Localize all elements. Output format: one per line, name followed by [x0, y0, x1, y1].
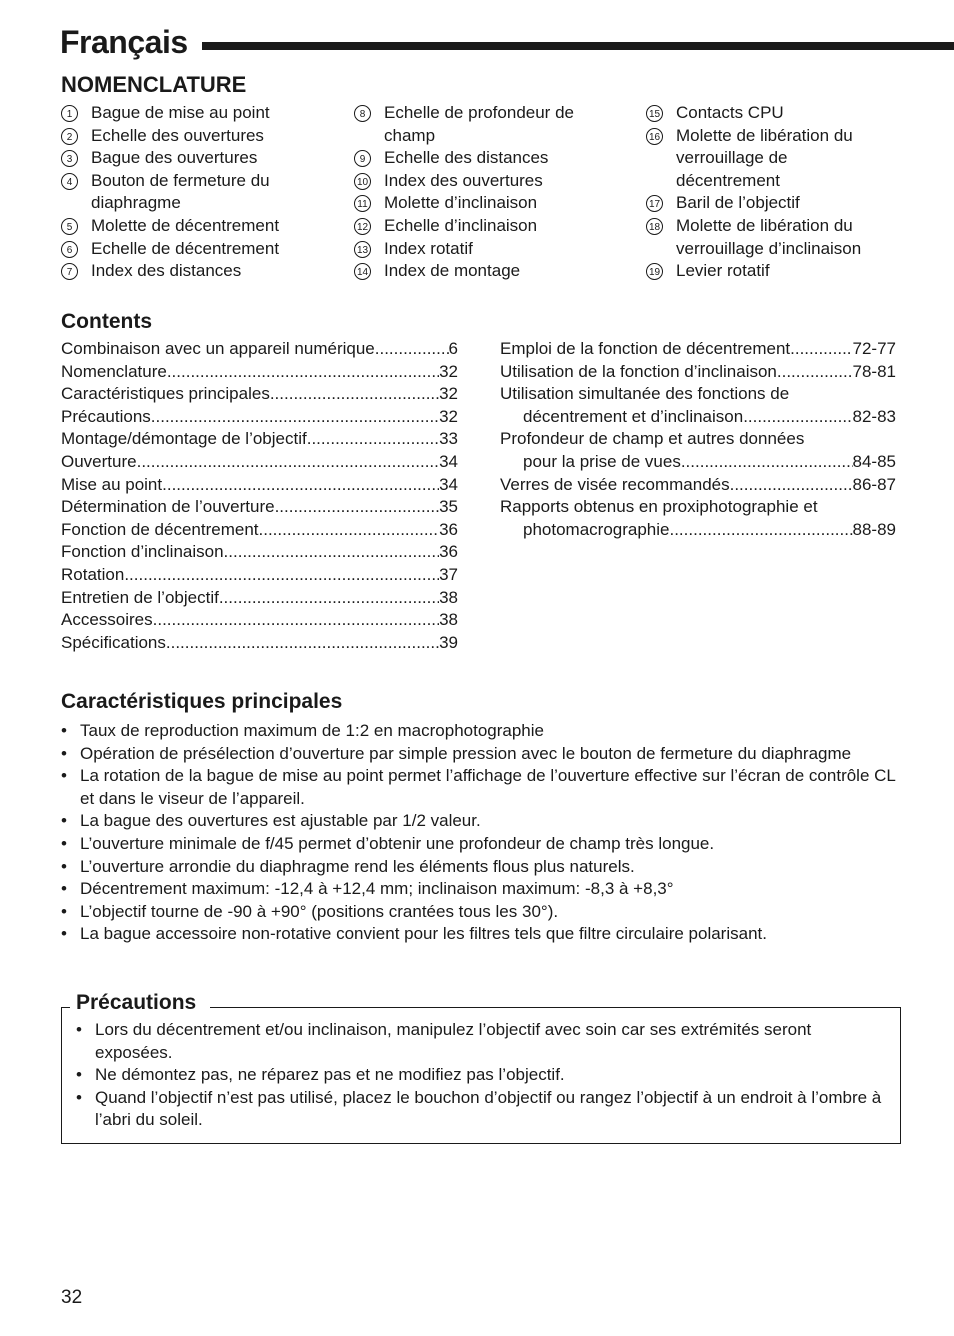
toc-entry-line: Utilisation simultanée des fonctions de — [500, 384, 790, 404]
toc-entry — [500, 361, 896, 384]
toc-dot-leader — [166, 632, 439, 655]
item-label — [91, 170, 270, 215]
item-label-line: Index des ouvertures — [384, 170, 543, 190]
toc-entry — [61, 587, 458, 610]
nomenclature-item — [354, 260, 624, 283]
item-label — [384, 192, 537, 215]
toc-entry-page: 6 — [448, 339, 458, 358]
bullet-item: • L’objectif tourne de -90 à +90° (positions crantées tous les 30°). — [61, 901, 901, 924]
nomenclature-item — [61, 102, 331, 125]
item-number: 17 — [646, 195, 663, 212]
toc-entry — [61, 451, 458, 474]
toc-dot-leader — [743, 406, 852, 429]
toc-entry-title: photomacrographie — [523, 519, 670, 539]
toc-entry — [61, 474, 458, 497]
item-label — [91, 102, 270, 125]
toc-entry-title: Montage/démontage de l’objectif — [61, 429, 307, 449]
item-number: 18 — [646, 218, 663, 235]
toc-entry-line: Rapports obtenus en proxiphotographie et — [500, 497, 818, 517]
toc-entry-page: 72-77 — [852, 339, 896, 358]
item-label-line: Levier rotatif — [676, 261, 770, 281]
toc-entry-page: 38 — [439, 587, 458, 607]
item-label-line: Index rotatif — [384, 238, 473, 258]
toc-entry-title: Utilisation de la fonction d’inclinaison — [500, 361, 777, 381]
item-label — [384, 147, 548, 170]
bullet-item: • L’ouverture minimale de f/45 permet d’obtenir une profondeur de champ très longue. — [61, 833, 901, 856]
toc-entry-page: 86-87 — [852, 474, 896, 494]
toc-entry — [61, 428, 458, 451]
toc-entry-page: 82-83 — [852, 406, 896, 426]
toc-entry-title: Précautions — [61, 406, 151, 426]
item-label-line: Molette de libération du — [676, 215, 853, 235]
toc-entry-title: Caractéristiques principales — [61, 384, 270, 404]
toc-entry-title: Spécifications — [61, 632, 166, 652]
toc-entry-page: 32 — [439, 406, 458, 426]
nomenclature-heading: NOMENCLATURE — [61, 72, 247, 97]
item-label — [384, 215, 537, 238]
page-title: Français — [60, 24, 188, 60]
toc-entry — [500, 519, 896, 542]
toc-entry — [61, 496, 458, 519]
toc-entry-page: 78-81 — [852, 361, 896, 381]
toc-dot-leader — [790, 338, 852, 361]
toc-entry-title: Combinaison avec un appareil numérique — [61, 339, 375, 358]
item-number: 4 — [61, 173, 78, 190]
item-number: 11 — [354, 195, 371, 212]
item-number: 5 — [61, 218, 78, 235]
toc-entry-page: 39 — [439, 632, 458, 652]
nomenclature-column-3 — [646, 102, 906, 283]
toc-entry-title: Mise au point — [61, 474, 163, 494]
item-number: 1 — [61, 105, 78, 122]
toc-entry-page: 88-89 — [852, 519, 896, 539]
nomenclature-item — [354, 192, 624, 215]
bullet-item: • L’ouverture arrondie du diaphragme rend les éléments flous plus naturels. — [61, 856, 901, 879]
bullet-item: • Opération de présélection d’ouverture par simple pression avec le bouton de fermeture du diaphragme — [61, 743, 901, 766]
toc-entry — [61, 383, 458, 406]
item-label-line: Baril de l’objectif — [676, 193, 800, 213]
toc-entry-page: 36 — [439, 519, 458, 539]
page-number: 32 — [61, 1287, 83, 1308]
item-label-line: Echelle des distances — [384, 148, 549, 168]
nomenclature-item — [646, 125, 906, 193]
item-number: 2 — [61, 128, 78, 145]
toc-dot-leader — [307, 428, 439, 451]
toc-dot-leader — [167, 361, 439, 384]
title-rule — [202, 42, 954, 50]
item-label-line: Bague de mise au point — [91, 103, 270, 122]
toc-entry-page: 32 — [439, 384, 458, 404]
item-label — [384, 260, 520, 283]
item-label — [384, 238, 473, 261]
toc-entry-title: Verres de visée recommandés — [500, 474, 730, 494]
contents-left-list — [61, 338, 458, 654]
item-number: 3 — [61, 150, 78, 167]
nomenclature-item — [61, 260, 331, 283]
nomenclature-item — [61, 125, 331, 148]
toc-entry — [61, 609, 458, 632]
item-number: 7 — [61, 263, 78, 280]
toc-entry — [500, 474, 896, 497]
item-number: 13 — [354, 241, 371, 258]
item-number: 12 — [354, 218, 371, 235]
item-label — [91, 215, 279, 238]
nomenclature-item — [61, 238, 331, 261]
nomenclature-item — [61, 215, 331, 238]
nomenclature-item — [354, 102, 624, 147]
toc-entry — [61, 361, 458, 384]
item-label — [384, 102, 574, 147]
item-label — [91, 125, 264, 148]
toc-dot-leader — [669, 519, 852, 542]
bullet-item: • La rotation de la bague de mise au point permet l’affichage de l’ouverture effective sur l’écran de contrôle CL et dans le viseur de l’appareil. — [61, 765, 901, 810]
toc-entry-page: 37 — [439, 564, 458, 584]
item-label-line: Molette d’inclinaison — [384, 193, 538, 213]
toc-entry-page: 32 — [439, 361, 458, 381]
toc-entry-page: 33 — [439, 429, 458, 449]
item-label-line: verrouillage de — [676, 148, 788, 168]
toc-entry-title: Fonction de décentrement — [61, 519, 259, 539]
item-label — [91, 147, 257, 170]
toc-dot-leader — [681, 451, 853, 474]
toc-entry — [500, 406, 896, 429]
features-list — [61, 720, 901, 946]
bullet-item: • Quand l’objectif n’est pas utilisé, placez le bouchon d’objectif ou rangez l’objectif à un endroit à l’ombre à l’abri du soleil. — [76, 1087, 891, 1132]
item-number: 15 — [646, 105, 663, 122]
item-number: 9 — [354, 150, 371, 167]
toc-entry-page: 34 — [439, 474, 458, 494]
toc-entry-page: 84-85 — [852, 451, 896, 471]
toc-dot-leader — [777, 361, 853, 384]
item-label-line: champ — [384, 125, 436, 145]
toc-entry — [61, 519, 458, 542]
nomenclature-item — [354, 170, 624, 193]
nomenclature-item — [354, 238, 624, 261]
item-label-line: Bouton de fermeture du — [91, 170, 270, 190]
nomenclature-column-1 — [61, 102, 331, 283]
item-label-line: verrouillage d’inclinaison — [676, 238, 862, 258]
nomenclature-item — [61, 147, 331, 170]
item-label-line: Molette de décentrement — [91, 215, 280, 235]
bullet-item: • Décentrement maximum: -12,4 à +12,4 mm; inclinaison maximum: -8,3 à +8,3° — [61, 878, 901, 901]
toc-dot-leader — [137, 451, 439, 474]
toc-entry-title: Ouverture — [61, 451, 137, 471]
toc-entry-title: Rotation — [61, 564, 125, 584]
item-number: 14 — [354, 263, 371, 280]
item-label — [91, 238, 279, 261]
toc-entry-page: 36 — [439, 542, 458, 562]
toc-dot-leader — [270, 383, 439, 406]
toc-entry — [500, 338, 896, 361]
toc-entry — [61, 338, 458, 361]
toc-dot-leader — [124, 564, 439, 587]
toc-dot-leader — [275, 496, 440, 519]
bullet-item: • Ne démontez pas, ne réparez pas et ne modifiez pas l’objectif. — [76, 1064, 891, 1087]
item-label — [384, 170, 543, 193]
toc-dot-leader — [219, 587, 439, 610]
item-label-line: Index des distances — [91, 261, 242, 281]
features-heading: Caractéristiques principales — [61, 690, 343, 713]
item-label — [676, 125, 853, 193]
bullet-item: • La bague accessoire non-rotative convient pour les filtres tels que filtre circulaire polarisant. — [61, 923, 901, 946]
toc-entry-line: Profondeur de champ et autres données — [500, 429, 805, 449]
toc-entry-title: Emploi de la fonction de décentrement — [500, 339, 791, 358]
item-label-line: Echelle d’inclinaison — [384, 215, 538, 235]
item-number: 8 — [354, 105, 371, 122]
contents-right-list — [500, 338, 896, 541]
toc-entry-title: pour la prise de vues — [523, 451, 681, 471]
item-label-line: Contacts CPU — [676, 103, 784, 122]
toc-entry — [500, 451, 896, 474]
bullet-item: • La bague des ouvertures est ajustable par 1/2 valeur. — [61, 810, 901, 833]
toc-dot-leader — [224, 541, 440, 564]
toc-entry-title: décentrement et d’inclinaison — [523, 406, 744, 426]
nomenclature-item — [646, 215, 906, 260]
toc-dot-leader — [259, 519, 440, 542]
toc-entry-title: Accessoires — [61, 610, 153, 630]
item-label — [676, 192, 800, 215]
nomenclature-item — [646, 260, 906, 283]
item-label — [676, 102, 784, 125]
contents-heading: Contents — [61, 310, 152, 333]
item-number: 16 — [646, 128, 663, 145]
item-number: 10 — [354, 173, 371, 190]
toc-dot-leader — [162, 474, 439, 497]
toc-entry-page: 34 — [439, 451, 458, 471]
item-label-line: diaphragme — [91, 193, 181, 213]
toc-entry-title: Entretien de l’objectif — [61, 587, 219, 607]
item-label-line: Molette de libération du — [676, 125, 853, 145]
item-number: 19 — [646, 263, 663, 280]
item-label-line: décentrement — [676, 170, 780, 190]
nomenclature-item — [61, 170, 331, 215]
toc-entry — [61, 541, 458, 564]
item-label-line: Index de montage — [384, 261, 521, 281]
item-number: 6 — [61, 241, 78, 258]
bullet-item: • Lors du décentrement et/ou inclinaison, manipulez l’objectif avec soin car ses extrémités seront exposées. — [76, 1019, 891, 1064]
toc-entry-title: Nomenclature — [61, 361, 167, 381]
toc-entry-page: 38 — [439, 610, 458, 630]
bullet-item: • Taux de reproduction maximum de 1:2 en macrophotographie — [61, 720, 901, 743]
toc-entry — [61, 564, 458, 587]
precautions-list — [76, 1019, 891, 1132]
precautions-heading: Précautions — [70, 990, 210, 1016]
toc-dot-leader — [730, 474, 853, 497]
item-label — [676, 215, 861, 260]
item-label — [91, 260, 241, 283]
nomenclature-item — [354, 147, 624, 170]
item-label-line: Echelle de profondeur de — [384, 103, 574, 122]
toc-entry — [61, 406, 458, 429]
toc-dot-leader — [375, 338, 449, 361]
nomenclature-item — [354, 215, 624, 238]
toc-entry-page: 35 — [439, 497, 458, 517]
nomenclature-item — [646, 192, 906, 215]
toc-entry-title: Détermination de l’ouverture — [61, 497, 275, 517]
toc-entry-title: Fonction d’inclinaison — [61, 542, 224, 562]
item-label — [676, 260, 770, 283]
item-label-line: Echelle de décentrement — [91, 238, 280, 258]
item-label-line: Echelle des ouvertures — [91, 125, 264, 145]
item-label-line: Bague des ouvertures — [91, 148, 258, 168]
toc-dot-leader — [151, 406, 439, 429]
toc-dot-leader — [153, 609, 439, 632]
nomenclature-column-2 — [354, 102, 624, 283]
nomenclature-item — [646, 102, 906, 125]
toc-entry — [61, 632, 458, 655]
